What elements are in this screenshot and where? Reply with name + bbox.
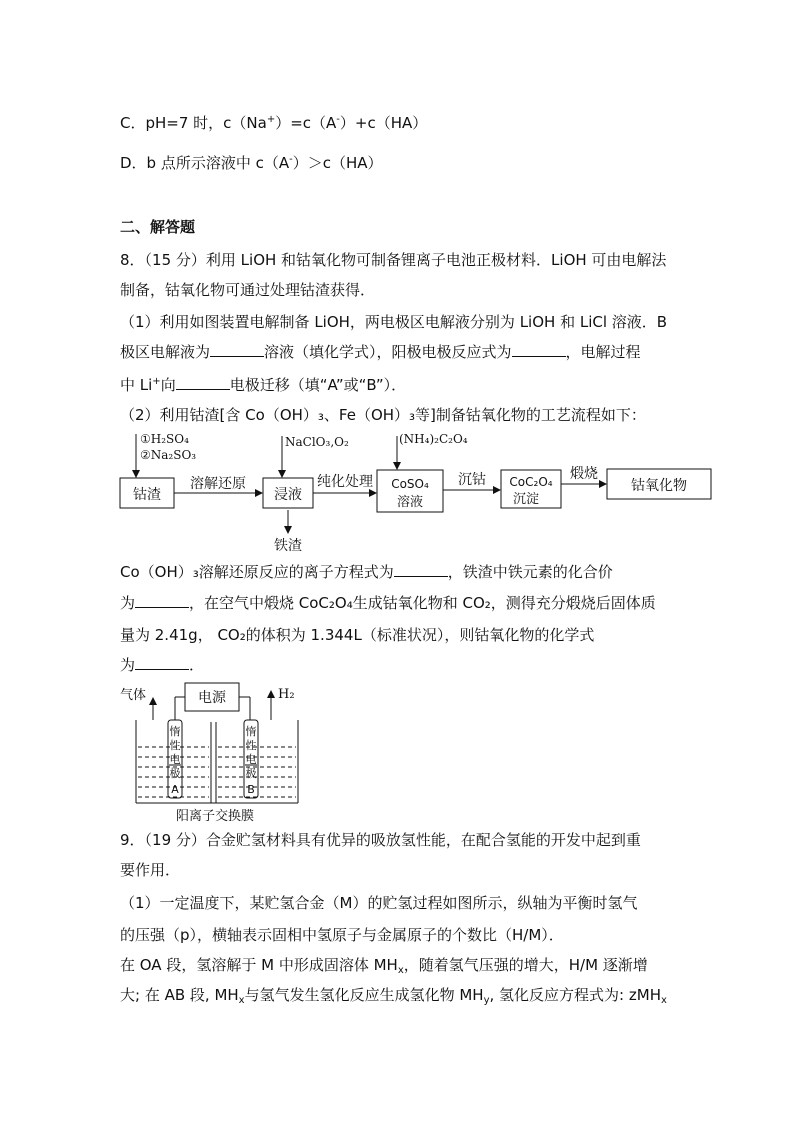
q8-line-1: 8．（15 分）利用 LiOH 和钴氧化物可制备锂离子电池正极材料．LiOH 可由电解法 — [120, 251, 667, 269]
q8-line-10: 为 ． — [120, 656, 205, 674]
box-coc2o4-label-2: 沉淀 — [512, 492, 540, 507]
step-purify: 纯化处理 — [317, 474, 373, 490]
electrode-b-char: 极 — [245, 767, 257, 780]
electrode-a-char: A — [171, 783, 179, 796]
reagent-naclo3-o2: NaClO₃,O₂ — [285, 435, 349, 449]
q9-line-3: （1）一定温度下，某贮氢合金（M）的贮氢过程如图所示，纵轴为平衡时氢气 — [120, 894, 638, 912]
answer-blank — [512, 342, 566, 357]
electrode-a-char: 性 — [169, 739, 181, 752]
box-cobalt-slag-label: 钴渣 — [133, 487, 161, 503]
box-coso4-label-2: 溶液 — [396, 495, 424, 510]
step-dissolve-reduce: 溶解还原 — [190, 476, 246, 492]
hydrogen-label: H₂ — [278, 687, 295, 702]
power-label: 电源 — [198, 690, 226, 706]
electrode-a-char: 电 — [169, 753, 181, 766]
answer-blank — [176, 375, 230, 390]
process-flow-diagram — [118, 428, 718, 558]
q8-line-5: 中 Li+向 电极迁移（填“A”或“B”）． — [120, 376, 407, 394]
electrode-a-char: 极 — [169, 767, 181, 780]
q8-line-4: 极区电解液为 溶液（填化学式），阳极电极反应式为 ，电解过程 — [120, 343, 641, 361]
box-coso4-label: CoSO₄ — [391, 477, 429, 491]
reagent-ammonium-oxalate: (NH₄)₂C₂O₄ — [399, 432, 468, 446]
box-cobalt-oxide-label: 钴氧化物 — [631, 478, 687, 494]
q8-line-7: Co（OH）₃溶解还原反应的离子方程式为 ，铁渣中铁元素的化合价 — [120, 563, 613, 581]
q9-line-6: 大; 在 AB 段, $MH_x$与氢气发生氢化反应生成氢化物 $MH_y$, 氢化反应方程式为: zMH$_x$ — [120, 986, 667, 1006]
electrode-b-char: 惰 — [245, 725, 257, 738]
option-d: D．b 点所示溶液中 c（A-）＞c（HA） — [120, 154, 383, 172]
answer-blank — [210, 342, 264, 357]
box-leachate-label: 浸液 — [274, 487, 302, 503]
q8-line-6: （2）利用钴渣[含 Co（OH）₃、Fe（OH）₃等]制备钴氧化物的工艺流程如下： — [120, 406, 646, 424]
step-precipitate: 沉钴 — [458, 472, 486, 488]
q8-line-3: （1）利用如图装置电解制备 LiOH，两电极区电解液分别为 LiOH 和 LiCl 溶液．B — [120, 313, 668, 331]
q8-line-9: 量为 2.41g， CO₂的体积为 1.344L（标准状况），则钴氧化物的化学式 — [120, 626, 595, 644]
q8-line-2: 制备，钴氧化物可通过处理钴渣获得． — [120, 281, 376, 299]
q9-line-5: 在 OA 段，氢溶解于 M 中形成固溶体 $MH_x$，随着氢气压强的增大，H/M 逐渐增 — [120, 956, 648, 976]
electrolysis-cell-diagram — [118, 680, 318, 825]
byproduct-iron-slag: 铁渣 — [274, 538, 302, 554]
reagent-na2so3: ②Na₂SO₃ — [140, 448, 197, 462]
reagent-h2so4: ①H₂SO₄ — [140, 432, 189, 446]
section-title: 二、解答题 — [120, 218, 196, 236]
gas-label: 气体 — [120, 688, 147, 703]
answer-blank — [135, 593, 189, 608]
q9-line-4: 的压强（p），横轴表示固相中氢原子与金属原子的个数比（H/M）． — [120, 926, 564, 944]
electrode-b-char: B — [247, 783, 255, 796]
answer-blank — [135, 655, 189, 670]
electrode-a-char: 惰 — [169, 725, 181, 738]
option-c: C．pH=7 时，c（Na+）=c（A-）+c（HA） — [120, 114, 428, 132]
answer-blank — [394, 562, 448, 577]
electrode-b-char: 电 — [245, 753, 257, 766]
q9-line-1: 9．（19 分）合金贮氢材料具有优异的吸放氢性能，在配合氢能的开发中起到重 — [120, 831, 641, 849]
membrane-label: 阳离子交换膜 — [175, 809, 255, 824]
q8-line-8: 为 ，在空气中煅烧 CoC₂O₄生成钴氧化物和 CO₂，测得充分煅烧后固体质 — [120, 594, 656, 612]
electrode-b-char: 性 — [245, 739, 257, 752]
step-calcine: 煅烧 — [570, 466, 598, 482]
q9-line-2: 要作用． — [120, 861, 181, 879]
box-coc2o4-label: CoC₂O₄ — [509, 475, 553, 489]
